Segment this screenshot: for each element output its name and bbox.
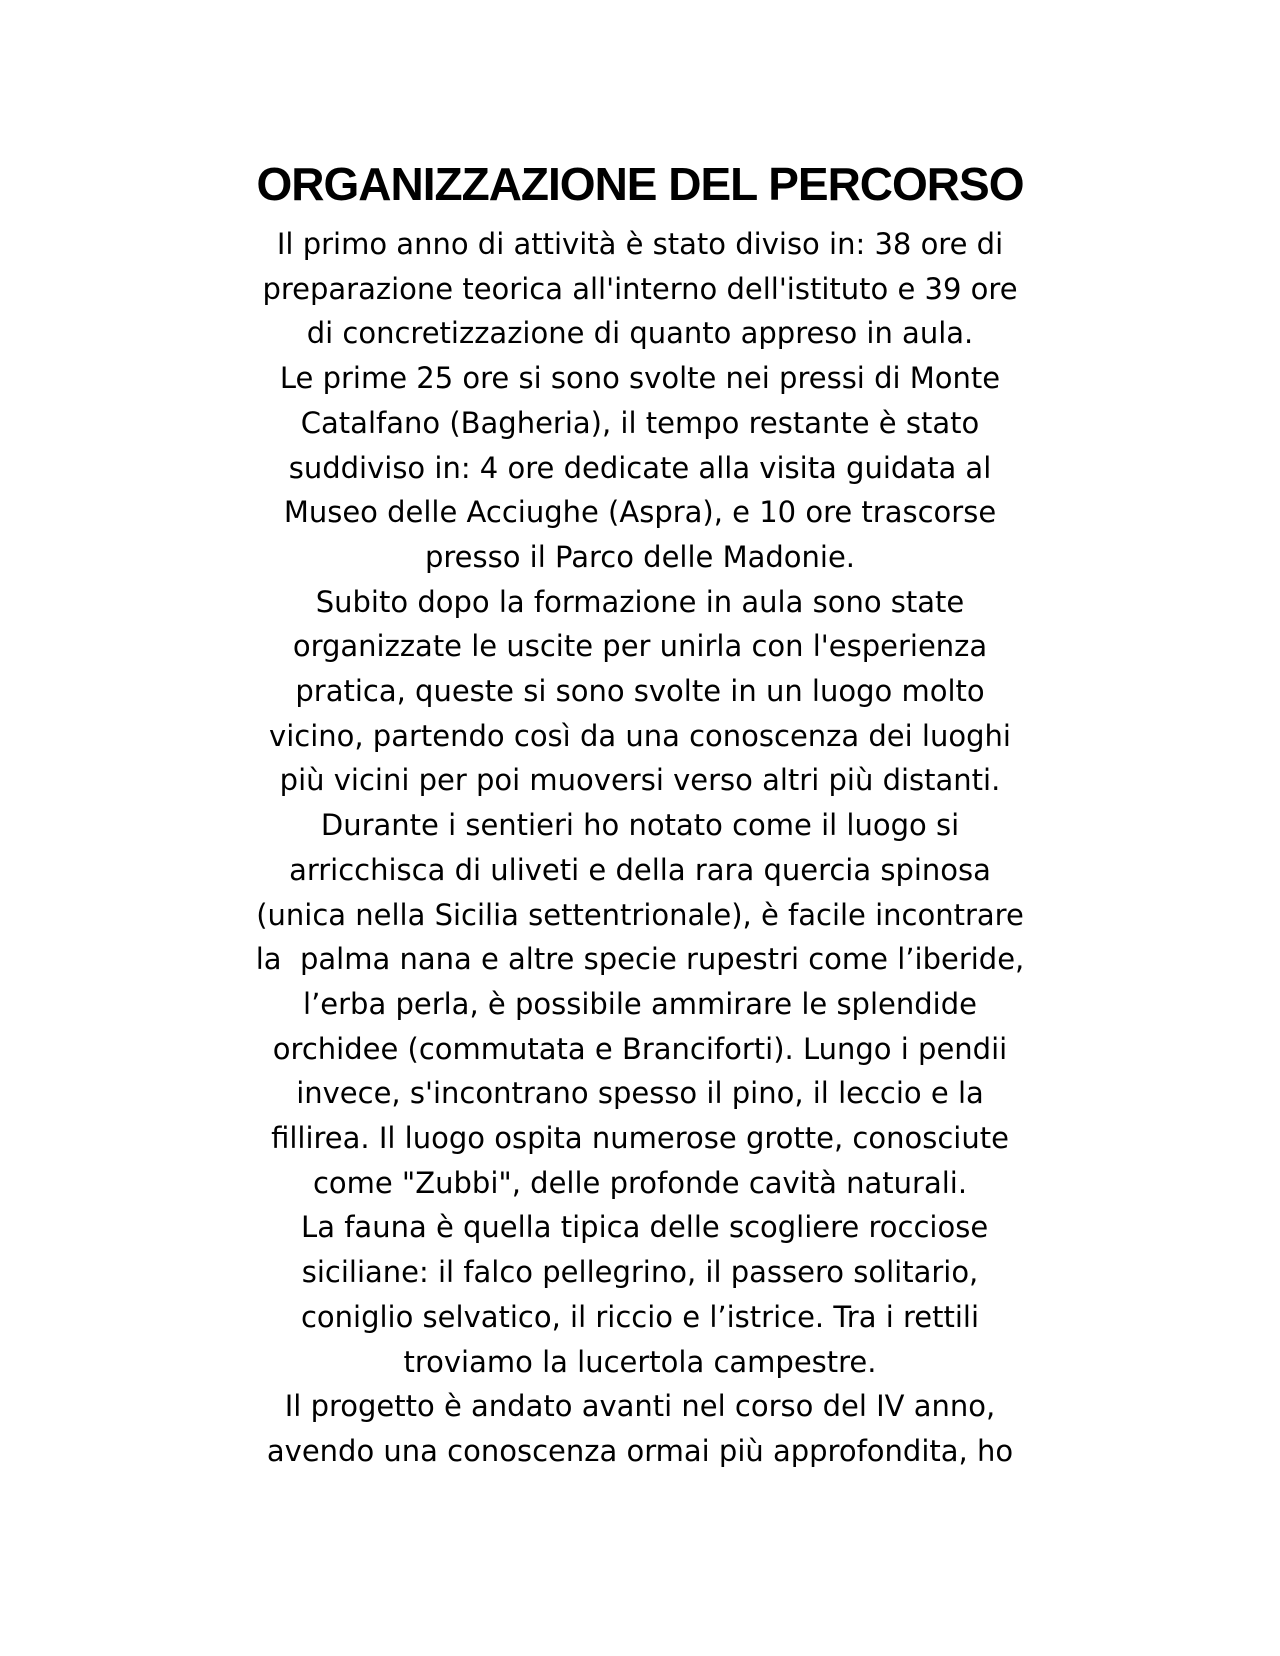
text-line: (unica nella Sicilia settentrionale), è facile incontrare xyxy=(256,897,1024,932)
text-line: avendo una conoscenza ormai più approfondita, ho xyxy=(266,1433,1014,1468)
text-line: più vicini per poi muoversi verso altri più distanti. xyxy=(279,763,1001,798)
text-line: Museo delle Acciughe (Aspra), e 10 ore trascorse xyxy=(283,495,997,530)
text-line: La fauna è quella tipica delle scogliere rocciose xyxy=(291,1210,989,1245)
text-line: invece, s'incontrano spesso il pino, il leccio e la xyxy=(296,1076,984,1111)
text-line: arricchisca di uliveti e della rara quercia spinosa xyxy=(289,852,991,887)
text-line: la palma nana e altre specie rupestri come l’iberide, xyxy=(255,942,1025,977)
page-title: ORGANIZZAZIONE DEL PERCORSO xyxy=(256,158,1024,210)
text-line: fillirea. Il luogo ospita numerose grotte, conosciute xyxy=(271,1121,1009,1156)
text-line: preparazione teorica all'interno dell'istituto e 39 ore xyxy=(262,271,1018,306)
text-line: siciliane: il falco pellegrino, il passero solitario, xyxy=(301,1255,979,1290)
body-text xyxy=(150,222,1130,1474)
text-line: troviamo la lucertola campestre. xyxy=(403,1344,877,1379)
text-line: di concretizzazione di quanto appreso in aula. xyxy=(306,316,974,351)
text-line: Il primo anno di attività è stato diviso in: 38 ore di xyxy=(276,227,1004,261)
text-line: pratica, queste si sono svolte in un luogo molto xyxy=(295,674,985,709)
text-line: Subito dopo la formazione in aula sono state xyxy=(315,584,965,619)
text-line: presso il Parco delle Madonie. xyxy=(424,539,856,574)
text-line: Catalfano (Bagheria), il tempo restante è stato xyxy=(300,405,980,440)
text-line: organizzate le uscite per unirla con l'esperienza xyxy=(292,629,988,664)
text-line: Le prime 25 ore si sono svolte nei pressi di Monte xyxy=(279,361,1001,396)
text-line: coniglio selvatico, il riccio e l’istrice. Tra i rettili xyxy=(300,1299,980,1334)
text-line: orchidee (commutata e Branciforti). Lungo i pendii xyxy=(272,1031,1008,1066)
text-line: l’erba perla, è possibile ammirare le splendide xyxy=(303,986,977,1021)
text-line: Il progetto è andato avanti nel corso del IV anno, xyxy=(284,1389,996,1424)
text-line: Durante i sentieri ho notato come il luogo si xyxy=(320,808,960,843)
text-line: suddiviso in: 4 ore dedicate alla visita guidata al xyxy=(288,450,992,485)
text-line: vicino, partendo così da una conoscenza dei luoghi xyxy=(269,718,1011,753)
text-line: come "Zubbi", delle profonde cavità naturali. xyxy=(312,1165,968,1200)
